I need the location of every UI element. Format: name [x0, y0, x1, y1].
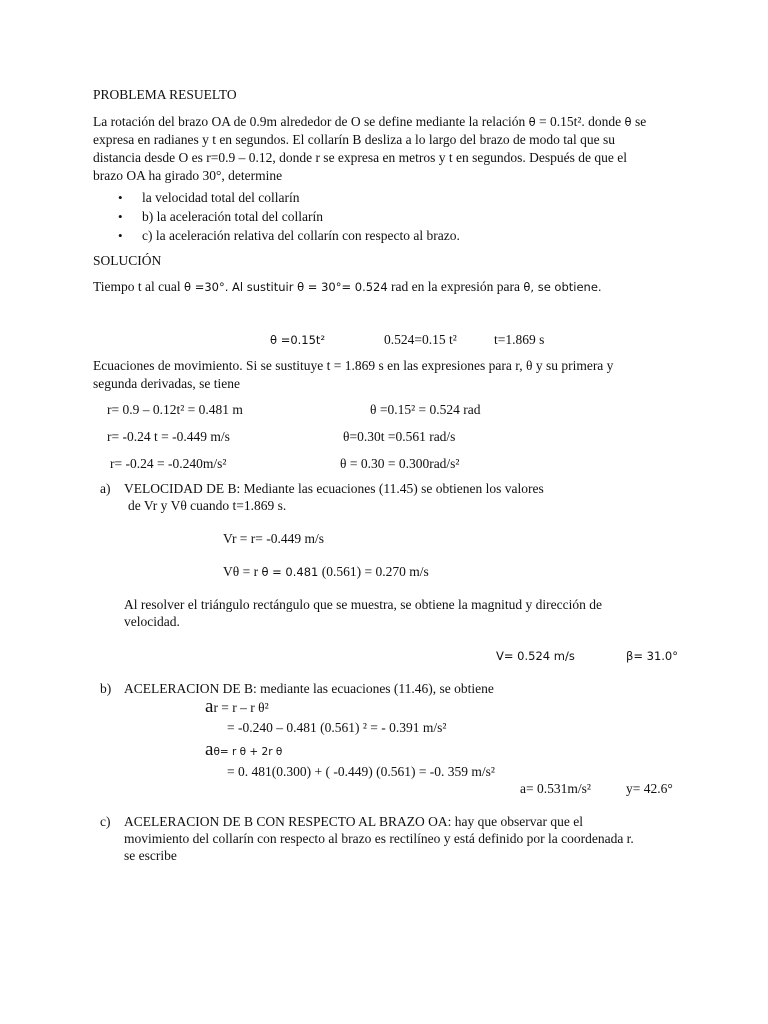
equation: θ =0.15² = 0.524 rad [370, 402, 481, 417]
statement-text: La rotación del brazo OA de 0.9m alrededor de O se define mediante la relación [93, 114, 529, 129]
equation-text: a [205, 696, 214, 717]
statement-text: = 0.15t². donde [535, 114, 625, 129]
equation: r= -0.24 t = -0.449 m/s [107, 429, 230, 444]
solution-heading: SOLUCIÓN [93, 253, 162, 268]
equation-text: (0.561) = 0.270 m/s [318, 564, 429, 579]
equation: θ = 0.30 = 0.300rad/s² [340, 456, 460, 471]
part-a-subline: de Vr y Vθ cuando t=1.869 s. [128, 498, 287, 513]
part-c-text-line-3: se escribe [124, 848, 177, 863]
statement-line-2: expresa en radianes y t en segundos. El collarín B desliza a lo largo del brazo de modo tal que su [93, 132, 615, 147]
equation-text: r = r – r θ² [213, 700, 269, 715]
statement-text: se [631, 114, 647, 129]
time-text: Tiempo t al cual [93, 279, 184, 294]
equation [205, 698, 269, 717]
part-a-heading: VELOCIDAD DE B: Mediante las ecuaciones (11.45) se obtienen los valores [124, 481, 544, 496]
time-line [93, 278, 602, 296]
equation: = 0. 481(0.300) + ( -0.449) (0.561) = -0. 359 m/s² [227, 764, 495, 779]
statement-line-3: distancia desde O es r=0.9 – 0.12, donde r se expresa en metros y t en segundos. Después de que el [93, 150, 627, 165]
equation: θ =0.15t² [270, 333, 326, 347]
list-item [118, 208, 460, 227]
equation: = -0.240 – 0.481 (0.561) ² = - 0.391 m/s² [227, 720, 447, 735]
part-b-heading: ACELERACION DE B: mediante las ecuaciones (11.46), se obtiene [124, 681, 494, 696]
equation: t=1.869 s [494, 332, 545, 347]
list-item-text: la velocidad total del collarín [142, 190, 300, 205]
equation [205, 741, 282, 761]
statement-line-4: brazo OA ha girado 30°, determine [93, 168, 283, 183]
equation: r= 0.9 – 0.12t² = 0.481 m [107, 402, 243, 417]
bullet-icon: • [118, 228, 123, 243]
equation [223, 563, 429, 581]
equation: Vr = r= -0.449 m/s [223, 531, 325, 546]
statement-line-1 [93, 113, 646, 131]
part-b-label: b) [100, 681, 112, 696]
angle-result: y= 42.6° [626, 781, 673, 796]
theta-symbol: θ [624, 115, 632, 129]
motion-intro-line-1: Ecuaciones de movimiento. Si se sustituye t = 1.869 s en las expresiones para r, θ y su primera y [93, 358, 614, 373]
time-text: θ =30°. Al sustituir θ = 30°= 0.524 [184, 280, 388, 294]
equation: r= -0.24 = -0.240m/s² [110, 456, 227, 471]
acceleration-result: a= 0.531m/s² [520, 781, 591, 796]
page-title: PROBLEMA RESUELTO [93, 87, 237, 102]
list-item-text: c) la aceleración relativa del collarín con respecto al brazo. [142, 228, 460, 243]
motion-intro-line-2: segunda derivadas, se tiene [93, 376, 240, 391]
theta-symbol: θ [528, 115, 536, 129]
part-c-label: c) [100, 814, 111, 829]
part-c-text-line-2: movimiento del collarín con respecto al brazo es rectilíneo y está definido por la coordenada r. [124, 831, 634, 846]
beta-result: β= 31.0° [626, 649, 678, 663]
equation-text: Vθ = r [223, 564, 262, 579]
bullet-icon: • [118, 209, 123, 224]
equation: 0.524=0.15 t² [384, 332, 457, 347]
list-item [118, 227, 460, 246]
part-a-text-line-1: Al resolver el triángulo rectángulo que se muestra, se obtiene la magnitud y dirección de [124, 597, 602, 612]
list-item [118, 189, 460, 208]
part-c-heading: ACELERACION DE B CON RESPECTO AL BRAZO OA: hay que observar que el [124, 814, 583, 829]
equation-text: θ= r θ + 2r θ [213, 746, 283, 758]
velocity-result: V= 0.524 m/s [496, 649, 575, 663]
equation-text: a [205, 739, 214, 760]
part-a-label: a) [100, 481, 111, 496]
questions-list [118, 189, 460, 246]
list-item-text: b) la aceleración total del collarín [142, 209, 324, 224]
part-a-text-line-2: velocidad. [124, 614, 180, 629]
bullet-icon: • [118, 190, 123, 205]
time-text: θ, se obtiene. [523, 280, 602, 294]
time-text: rad en la expresión para [387, 279, 524, 294]
equation: θ=0.30t =0.561 rad/s [343, 429, 456, 444]
equation-text: θ = 0.481 [261, 565, 319, 579]
